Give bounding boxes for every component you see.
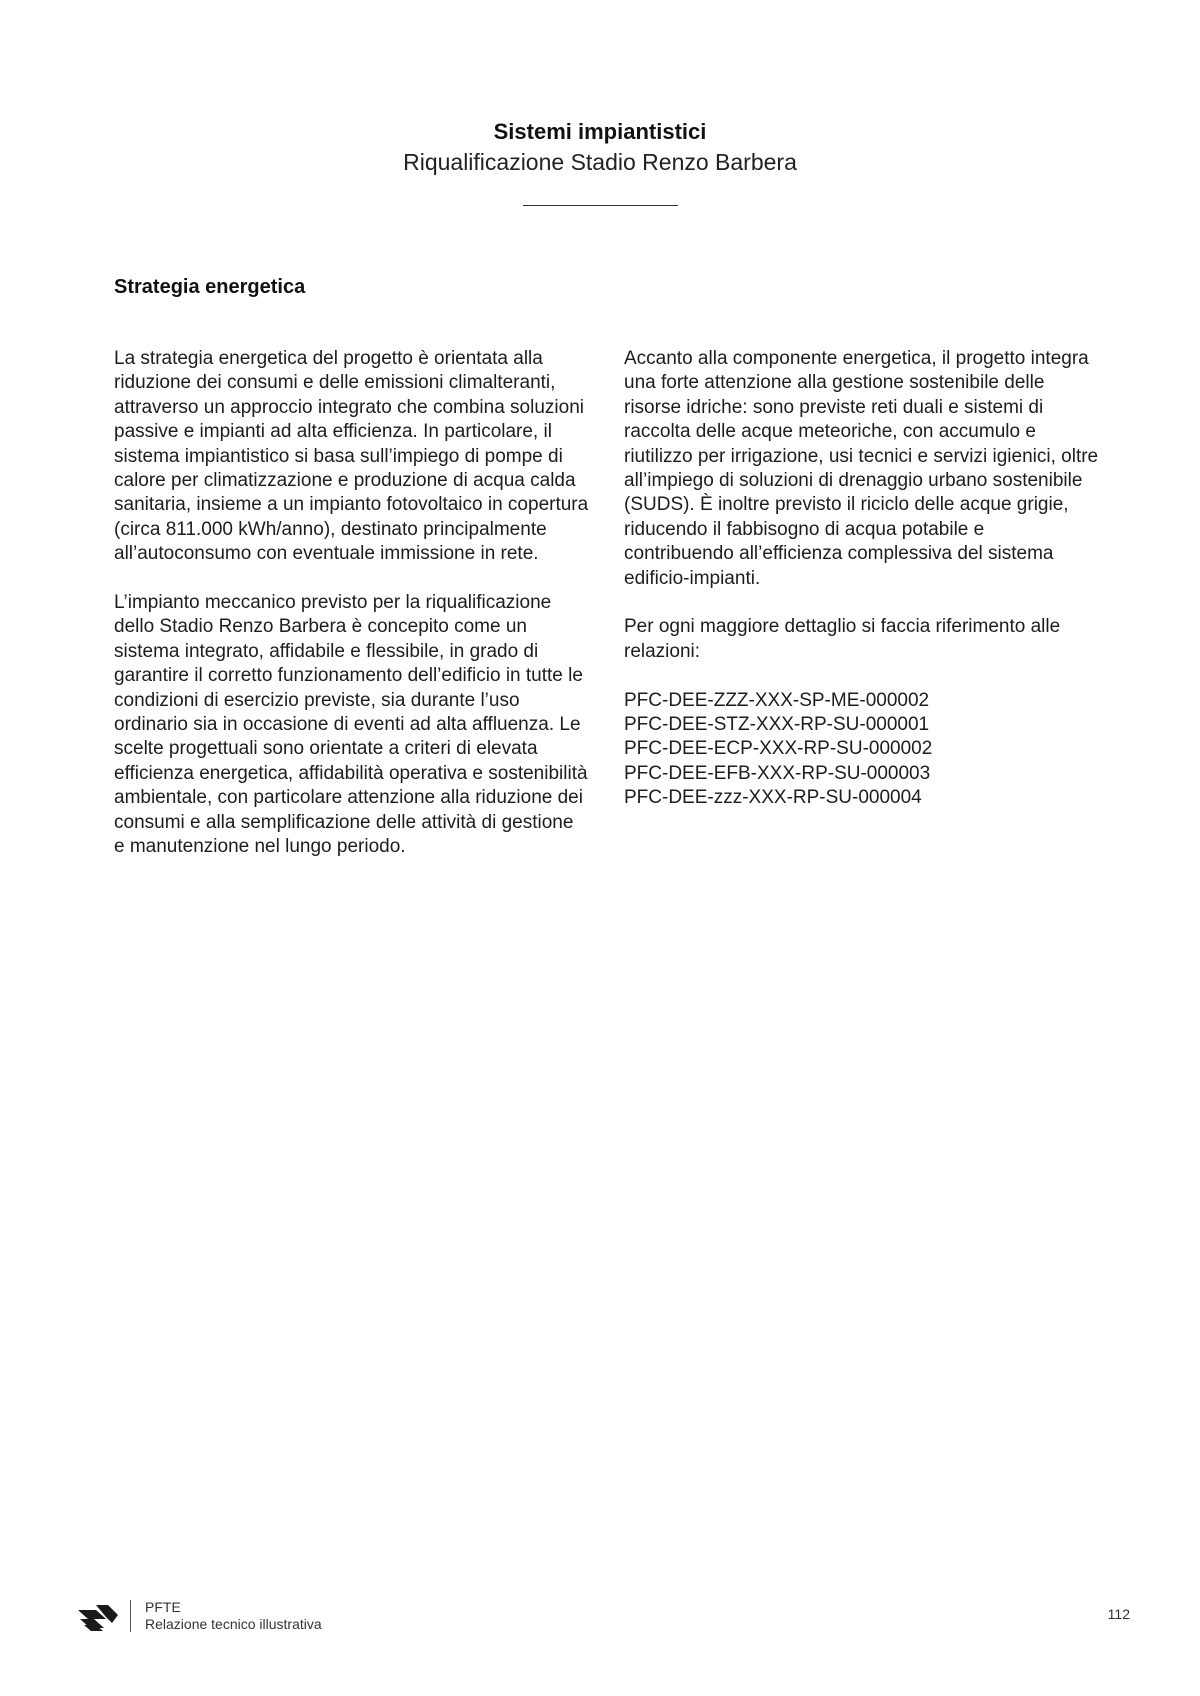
paragraph: Per ogni maggiore dettaglio si faccia riferimento alle relazioni: [624, 616, 1061, 662]
document-subtitle: Riqualificazione Stadio Renzo Barbera [403, 149, 797, 175]
eagle-logo-icon [76, 1599, 120, 1633]
footer-divider [130, 1600, 131, 1632]
left-column [114, 347, 589, 884]
paragraph: L’impianto meccanico previsto per la riqualificazione dello Stadio Renzo Barbera è concepito come un sistema integrato, affidabile e flessibile, in grado di garantire il corretto funzionamento dell’edificio in tutte le condizioni di esercizio previste, sia durante l’uso ordinario sia in occasione di eventi ad alta affluenza. Le scelte progettuali sono orientate a criteri di elevata efficienza energetica, affidabilità operativa e sostenibilità ambientale, con particolare attenzione alla riduzione dei consumi e alla semplificazione delle attività di gestione e manutenzione nel lungo periodo. [114, 592, 588, 858]
footer-text [145, 1599, 322, 1633]
document-code: PFC-DEE-ZZZ-XXX-SP-ME-000002 [624, 689, 930, 711]
page-header [0, 117, 1200, 206]
document-code: PFC-DEE-STZ-XXX-RP-SU-000001 [624, 714, 930, 736]
document-code: PFC-DEE-zzz-XXX-RP-SU-000004 [624, 787, 922, 809]
page-number: 112 [1107, 1606, 1130, 1622]
header-divider [523, 205, 678, 206]
footer-project-label: PFTE [145, 1599, 181, 1615]
document-code: PFC-DEE-ECP-XXX-RP-SU-000002 [624, 738, 933, 760]
right-column [624, 347, 1099, 811]
document-title: Sistemi impiantistici [493, 119, 707, 144]
footer-document-label: Relazione tecnico illustrativa [145, 1616, 322, 1632]
paragraph: Accanto alla componente energetica, il progetto integra una forte attenzione alla gestione sostenibile delle risorse idriche: sono previste reti duali e sistemi di raccolta delle acque meteoriche, con accumulo e riutilizzo per irrigazione, usi tecnici e servizi igienici, oltre all’impiego di soluzioni di drenaggio urbano sostenibile (SUDS). È inoltre previsto il riciclo delle acque grigie, riducendo il fabbisogno di acqua potabile e contribuendo all’efficienza complessiva del sistema edificio-impianti. [624, 348, 1099, 589]
document-code-list [624, 689, 1099, 811]
document-code: PFC-DEE-EFB-XXX-RP-SU-000003 [624, 762, 931, 784]
page-footer [76, 1598, 322, 1634]
section-title: Strategia energetica [114, 276, 306, 298]
paragraph: La strategia energetica del progetto è orientata alla riduzione dei consumi e delle emissioni climalteranti, attraverso un approccio integrato che combina soluzioni passive e impianti ad alta efficienza. In particolare, il sistema impiantistico si basa sull’impiego di pompe di calore per climatizzazione e produzione di acqua calda sanitaria, insieme a un impianto fotovoltaico in copertura (circa 811.000 kWh/anno), destinato principalmente all’autoconsumo con eventuale immissione in rete. [114, 348, 589, 565]
